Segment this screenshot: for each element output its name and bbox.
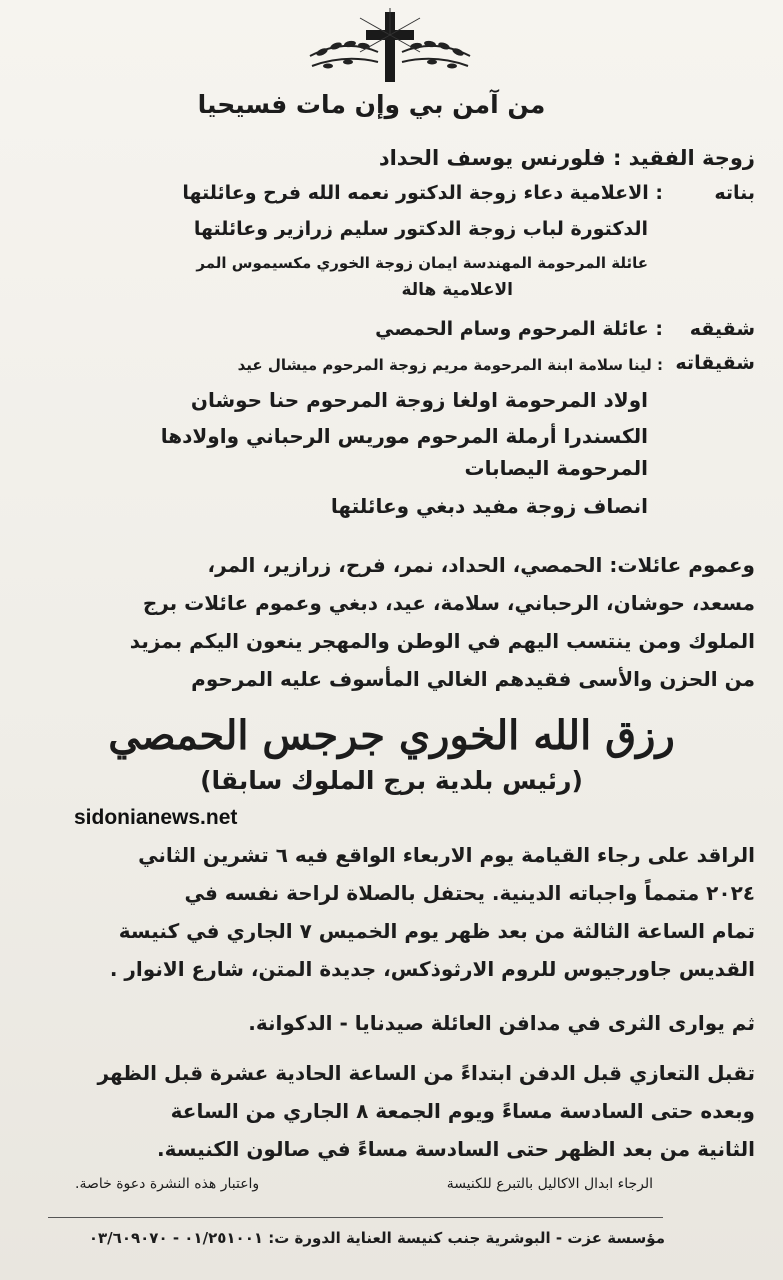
paragraph-line: الراقد على رجاء القيامة يوم الاربعاء الواقع فيه ٦ تشرين الثاني — [138, 843, 755, 867]
daughter-line: : الاعلامية دعاء زوجة الدكتور نعمه الله فرح وعائلتها — [182, 182, 663, 204]
daughters-label: بناته — [714, 182, 755, 204]
donation-note: الرجاء ابدال الاكاليل بالتبرع للكنيسة — [446, 1176, 653, 1192]
paragraph-line: ثم يوارى الثرى في مدافن العائلة صيدنايا - الدكوانة. — [248, 1011, 755, 1035]
paragraph-line: وبعده حتى السادسة مساءً ويوم الجمعة ٨ الجاري من الساعة — [170, 1099, 755, 1123]
brother-label: شقيقه — [689, 318, 755, 340]
paragraph-line: وعموم عائلات: الحمصي، الحداد، نمر، فرح، زرازير، المر، — [207, 553, 755, 577]
sister-line: : لينا سلامة ابنة المرحومة مريم زوجة المرحوم ميشال عيد — [237, 356, 663, 374]
families-paragraph — [28, 546, 755, 698]
paragraph-line: ٢٠٢٤ متمماً واجباته الدينية. يحتفل بالصلاة لراحة نفسه في — [184, 881, 755, 905]
paragraph-line: من الحزن والأسى فقيدهم الغالي المأسوف عليه المرحوم — [191, 667, 755, 691]
paragraph-line: تقبل التعازي قبل الدفن ابتداءً من الساعة الحادية عشرة قبل الظهر — [97, 1061, 755, 1085]
paragraph-line: الملوك ومن ينتسب اليهم في الوطن والمهجر ينعون اليكم بمزيد — [129, 629, 755, 653]
daughter-line: عائلة المرحومة المهندسة ايمان زوجة الخوري مكسيموس المر — [196, 254, 648, 272]
daughter-line: الاعلامية هالة — [401, 280, 513, 300]
burial-paragraph — [28, 1004, 755, 1042]
wife-label: زوجة الفقيد : — [612, 146, 755, 170]
sisters-label: شقيقاته — [675, 352, 755, 374]
brother-value: : عائلة المرحوم وسام الحمصي — [375, 318, 663, 340]
paragraph-line: الثانية من بعد الظهر حتى السادسة مساءً في صالون الكنيسة. — [157, 1137, 755, 1161]
funeral-paragraph — [28, 836, 755, 988]
paragraph-line: مسعد، حوشان، الرحباني، سلامة، عيد، دبغي وعموم عائلات برج — [142, 591, 755, 615]
deceased-name: رزق الله الخوري جرجس الحمصي — [108, 712, 675, 759]
sister-line: الكسندرا أرملة المرحوم موريس الرحباني واولادها — [160, 424, 648, 448]
paragraph-line: تمام الساعة الثالثة من بعد ظهر يوم الخميس ٧ الجاري في كنيسة — [118, 919, 755, 943]
watermark-text: sidonianews.net — [74, 806, 238, 829]
footer-divider — [48, 1217, 663, 1218]
paragraph-line: القديس جاورجيوس للروم الارثوذكس، جديدة المتن، شارع الانوار . — [109, 957, 755, 981]
invitation-note: واعتبار هذه النشرة دعوة خاصة. — [75, 1176, 260, 1192]
wife-row — [379, 146, 755, 170]
sister-line: المرحومة اليصابات — [464, 456, 648, 480]
sister-line: انصاف زوجة مفيد دبغي وعائلتها — [330, 494, 648, 518]
deceased-title: (رئيس بلدية برج الملوك سابقا) — [200, 766, 583, 795]
condolences-paragraph — [28, 1054, 755, 1168]
motto-verse: من آمن بي وإن مات فسيحيا — [197, 90, 546, 119]
wife-name: فلورنس يوسف الحداد — [378, 146, 606, 170]
cross-with-branches-icon — [300, 8, 480, 90]
printer-footer: مؤسسة عزت - البوشرية جنب كنيسة العناية الدورة ت: ٠١/٢٥١٠٠١ - ٠٣/٦٠٩٠٧٠ — [88, 1229, 665, 1247]
sister-line: اولاد المرحومة اولغا زوجة المرحوم حنا حوشان — [190, 388, 648, 412]
daughter-line: الدكتورة لباب زوجة الدكتور سليم زرازير وعائلتها — [193, 218, 648, 240]
